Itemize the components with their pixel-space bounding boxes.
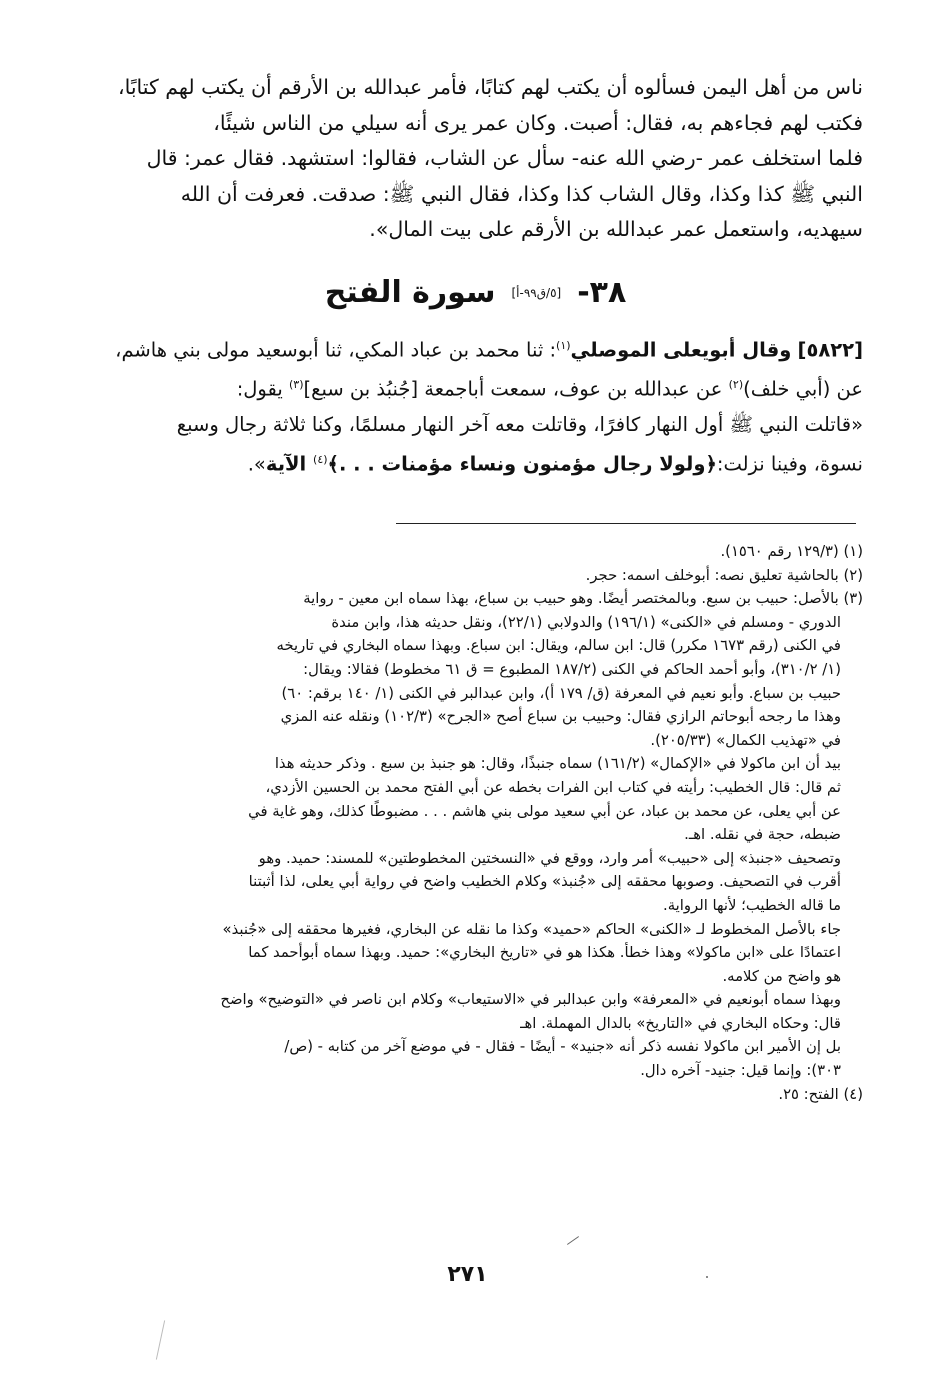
chapter-number: ٣٨- <box>577 275 627 310</box>
footnote-line: (١) (١٢٩/٣ رقم ١٥٦٠). <box>720 543 863 560</box>
hadith-chain: يقول: <box>236 377 289 401</box>
surah-title: سورة الفتح <box>324 275 496 310</box>
hadith-matn: نسوة، وفينا نزلت: <box>716 452 863 475</box>
footnote-ref: (٣) <box>289 378 304 391</box>
footnote-ref: (٤) <box>313 452 328 466</box>
footnote-line: قال: وحكاه البخاري في «التاريخ» بالدال المهملة. اهـ <box>520 1014 841 1032</box>
hadith-line <box>88 328 863 368</box>
hadith-chain: عن عبدالله بن عوف، سمعت أباجمعة [جُنبُذ بن سبع] <box>303 377 729 401</box>
footnote-line: (٤) الفتح: ٢٥. <box>778 1085 863 1103</box>
footnote-line: وتصحيف «جنبذ» إلى «حبيب» أمر وارد، ووقع في «النسختين المخطوطتين» للمسند: حميد. وهو <box>258 849 841 867</box>
paragraph-line: سيهديه، واستعمل عمر عبدالله بن الأرقم على بيت المال». <box>369 217 863 241</box>
hadith-chain: عن (أبي خلف) <box>743 377 863 401</box>
footnote-line: بيد أن ابن ماكولا في «الإكمال» (١٦١/٢) سماه جنبذًا، وقال: هو جنبذ بن سبع . وذكر حديثه هذا <box>274 755 841 773</box>
hadith-chain: : ثنا محمد بن عباد المكي، ثنا أبوسعيد مولى بني هاشم، <box>115 338 557 361</box>
scan-mark <box>567 1236 579 1245</box>
surah-heading <box>88 264 863 322</box>
hadith-matn: ». <box>247 452 266 475</box>
footnote-line: هو واضح من كلامه. <box>722 967 841 985</box>
footnote-line: في «تهذيب الكمال» (٢٠٥/٣٣). <box>650 731 841 749</box>
paragraph-line: ناس من أهل اليمن فسألوه أن يكتب لهم كتابًا، فأمر عبدالله بن الأرقم أن يكتب لهم كتابًا، <box>117 75 863 99</box>
paragraph-line: النبي ﷺ كذا وكذا، وقال الشاب كذا وكذا، فقال النبي ﷺ: صدقت. فعرفت أن الله <box>180 181 863 206</box>
footnote-ref: (٢) <box>728 378 744 391</box>
hadith-line: «قاتلت النبي ﷺ أول النهار كافرًا، وقاتلت معه آخر النهار مسلمًا، وكنا ثلاثة رجال وسبع <box>176 412 863 436</box>
hadith-line <box>88 367 863 407</box>
top-paragraph <box>88 70 863 248</box>
footnote-line: اعتمادًا على «ابن ماكولا» وهذا خطأ. هكذا هو في «تاريخ البخاري»: حميد. وبهذا سماه أبوأحمد كما <box>248 944 841 962</box>
footnote-line: ما قاله الخطيب؛ لأنها الرواية. <box>663 896 841 914</box>
scan-mark <box>706 1276 708 1278</box>
footnote-line: ثم قال: قال الخطيب: رأيته في كتاب ابن الفرات بخطه عن أبي الفتح محمد بن الحسين الأزدي، <box>265 778 841 796</box>
footnote-line: ٣٠٣): وإنما قيل: جنيد- آخره دال. <box>640 1062 841 1080</box>
scan-mark <box>156 1320 165 1359</box>
quran-quote: ﴿ولولا رجال مؤمنون ونساء مؤمنات . . .﴾ <box>327 452 717 475</box>
hadith-matn: الآية <box>265 452 314 475</box>
hadith-number: [٥٨٢٢] <box>797 338 863 361</box>
manuscript-ref: [٥/ق٩٩-أ] <box>511 285 562 300</box>
footnote-line: (١/ ٣١٠/٢)، وأبو أحمد الحاكم في الكنى (١٨٧/٢ المطبوع = ق ٦١ مخطوط) فقالا: ويقال: <box>303 660 841 678</box>
footnote-line: (٢) بالحاشية تعليق نصه: أبوخلف اسمه: حجر. <box>585 566 863 584</box>
footnote-line: الدوري - ومسلم في «الكنى» (١٩٦/١) والدولابي (٢٢/١)، ونقل حديثه هذا، وابن مندة <box>331 613 841 631</box>
paragraph-line: فلما استخلف عمر -رضي الله عنه- سأل عن الشاب، فقالوا: استشهد. فقال عمر: قال <box>146 146 863 170</box>
footnote-ref: (١) <box>556 338 571 352</box>
footnotes <box>88 540 863 1106</box>
footnote-line: وبهذا سماه أبونعيم في «المعرفة» وابن عبدالبر في «الاستيعاب» وكلام ابن ناصر في «التوضيح» واضح <box>220 991 841 1009</box>
footnote-line: حبيب بن سباع. وأبو نعيم في المعرفة (ق/ ١٧٩ أ)، وابن عبدالبر في الكنى (١/ ١٤٠ برقم: ٦٠) <box>281 684 841 702</box>
footnote-line: جاء بالأصل المخطوط لـ «الكنى» الحاكم «حميد» وكذا ما نقله عن البخاري، فغيرها محققه إلى «جُنبذ» <box>222 920 841 938</box>
footnote-line: في الكنى (رقم ١٦٧٣ مكرر) قال: ابن سالم، ويقال: ابن سباع. وبهذا سماه البخاري في تاريخه <box>276 637 841 655</box>
footnote-line: ضبطه، حجة في نقله. اهـ. <box>684 826 841 844</box>
hadith-text <box>88 328 863 482</box>
footnote-line: عن أبي يعلى، عن محمد بن عباد، عن أبي سعيد مولى بني هاشم . . . مضبوطًا كذلك، وهو غاية في <box>248 802 841 820</box>
footnote-line: وهذا ما رجحه أبوحاتم الرازي فقال: وحبيب بن سباع أصح «الجرح» (١٠٢/٣) ونقله عنه المزي <box>280 708 841 726</box>
page-body <box>88 70 863 481</box>
footnote-line: بل إن الأمير ابن ماكولا نفسه ذكر أنه «جنيد» - أيضًا - فقال - في موضع آخر من كتابه - (ص/ <box>284 1038 841 1056</box>
footnote-divider <box>396 523 856 524</box>
page-number: ٢٧١ <box>447 1262 488 1287</box>
narrator: وقال أبويعلى الموصلي <box>570 338 792 361</box>
hadith-line <box>88 442 863 482</box>
paragraph-line: فكتب لهم فجاءهم به، فقال: أصبت. وكان عمر يرى أنه سيلي من الناس شيئًا، <box>213 110 863 135</box>
footnote-line: أقرب في التصحيف. وصوبها محققه إلى «جُنبذ» وكلام الخطيب واضح في رواية أبي يعلى، لذا أثبتنا <box>248 873 841 891</box>
footnote-line: (٣) بالأصل: حبيب بن سبع. وبالمختصر أيضًا. وهو حبيب بن سباع، بهذا سماه ابن معين - رواية <box>303 590 863 608</box>
